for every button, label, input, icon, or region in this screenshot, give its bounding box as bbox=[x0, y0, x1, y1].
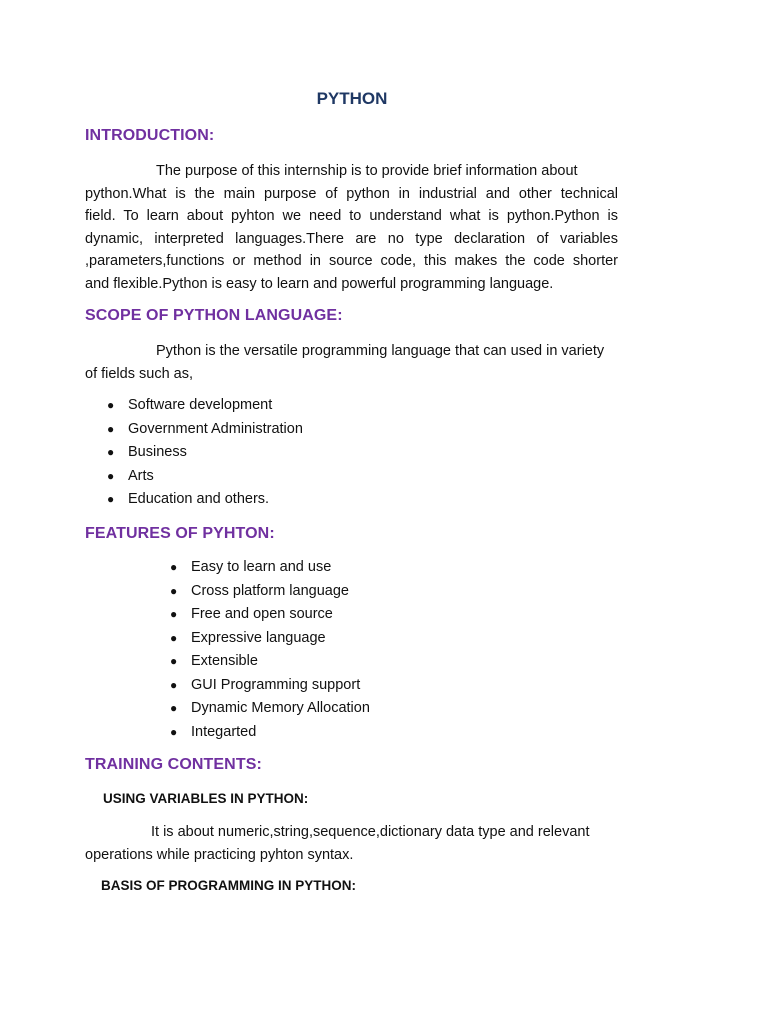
intro-line: The purpose of this internship is to provide brief information about bbox=[156, 163, 578, 179]
features-heading: FEATURES OF PYHTON: bbox=[85, 525, 275, 542]
features-list bbox=[170, 556, 370, 744]
scope-line: of fields such as, bbox=[85, 365, 193, 382]
intro-line: and flexible.Python is easy to learn and powerful programming language. bbox=[85, 275, 554, 292]
list-item: ● Arts bbox=[128, 465, 303, 489]
list-item: ● Software development bbox=[128, 394, 303, 418]
list-item: ● Dynamic Memory Allocation bbox=[191, 697, 370, 721]
bullet-icon: ● bbox=[170, 724, 178, 739]
list-item: ● Cross platform language bbox=[191, 580, 370, 604]
variables-line: operations while practicing pyhton syntax. bbox=[85, 846, 354, 863]
list-item: ● Extensible bbox=[191, 650, 370, 674]
list-item: ● GUI Programming support bbox=[191, 674, 370, 698]
list-item: ● Easy to learn and use bbox=[191, 556, 370, 580]
bullet-icon: ● bbox=[170, 677, 178, 692]
intro-line: field. To learn about pyhton we need to understand what is python.Python is bbox=[85, 208, 618, 224]
list-item: ● Education and others. bbox=[128, 488, 303, 512]
training-heading: TRAINING CONTENTS: bbox=[85, 756, 262, 773]
intro-line: dynamic, interpreted languages.There are no type declaration of variables bbox=[85, 230, 618, 247]
intro-line: python.What is the main purpose of python in industrial and other technical bbox=[85, 185, 618, 202]
bullet-icon: ● bbox=[170, 630, 178, 645]
bullet-icon: ● bbox=[107, 468, 115, 483]
programming-basis-subheading: BASIS OF PROGRAMMING IN PYTHON: bbox=[101, 878, 357, 893]
bullet-icon: ● bbox=[170, 607, 178, 621]
list-item: ● Integarted bbox=[191, 721, 370, 745]
bullet-icon: ● bbox=[170, 583, 178, 598]
list-item: ● Free and open source bbox=[191, 603, 370, 627]
bullet-icon: ● bbox=[107, 421, 115, 436]
variables-subheading: USING VARIABLES IN PYTHON: bbox=[103, 791, 309, 806]
variables-line: It is about numeric,string,sequence,dictionary data type and relevant bbox=[151, 824, 590, 840]
bullet-icon: ● bbox=[107, 492, 115, 506]
bullet-icon: ● bbox=[170, 701, 178, 715]
list-item: ● Business bbox=[128, 441, 303, 465]
scope-line: Python is the versatile programming language that can used in variety bbox=[156, 343, 605, 359]
introduction-heading: INTRODUCTION: bbox=[85, 127, 215, 144]
bullet-icon: ● bbox=[170, 560, 178, 574]
bullet-icon: ● bbox=[107, 398, 115, 412]
introduction-paragraph bbox=[85, 160, 618, 295]
scope-heading: SCOPE OF PYTHON LANGUAGE: bbox=[85, 307, 343, 324]
list-item: ● Government Administration bbox=[128, 418, 303, 442]
bullet-icon: ● bbox=[170, 654, 178, 668]
list-item: ● Expressive language bbox=[191, 627, 370, 651]
scope-list bbox=[107, 394, 303, 512]
intro-line: ,parameters,functions or method in source code, this makes the code shorter bbox=[85, 253, 618, 269]
variables-paragraph bbox=[85, 821, 618, 866]
scope-paragraph bbox=[85, 340, 618, 385]
bullet-icon: ● bbox=[107, 445, 115, 459]
page-title: PYTHON bbox=[316, 89, 388, 108]
